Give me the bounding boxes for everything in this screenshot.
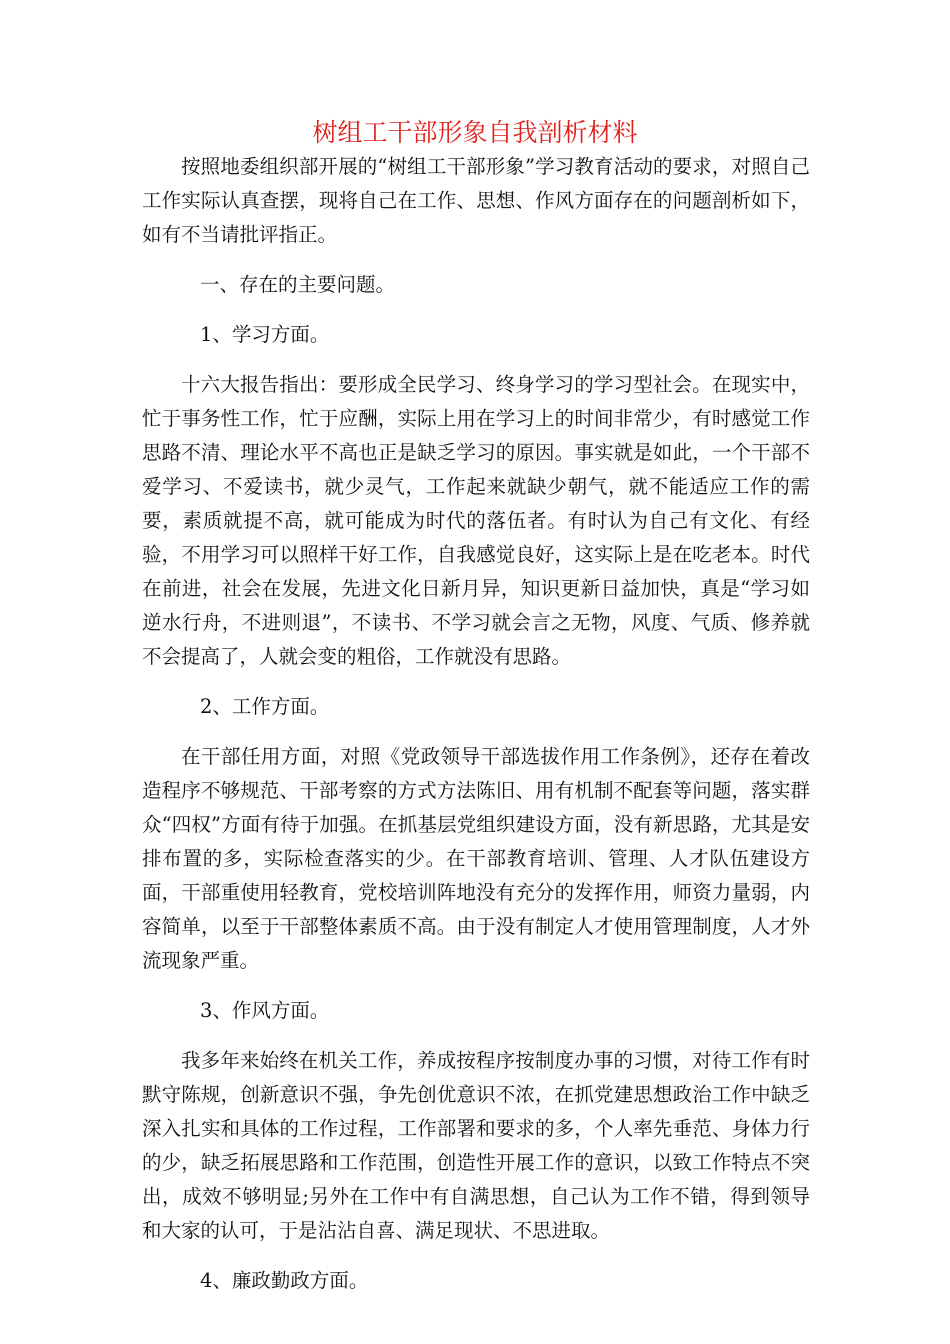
paragraph-work: 在干部任用方面，对照《党政领导干部选拔作用工作条例》，还存在着改造程序不够规范、干部考察的方式方法陈旧、用有机制不配套等问题，落实群众“四权”方面有待于加强。在抓基层党组织建设方面，没有新思路，尤其是安排布置的多，实际检查落实的少。在干部教育培训、管理、人才队伍建设方面，干部重使用轻教育，党校培训阵地没有充分的发挥作用，师资力量弱，内容简单，以至于干部整体素质不高。由于没有制定人才使用管理制度，人才外流现象严重。 (142, 745, 810, 972)
subsection-heading-style: 3、作风方面。 (200, 999, 330, 1022)
paragraph-study: 十六大报告指出：要形成全民学习、终身学习的学习型社会。在现实中，忙于事务性工作，忙于应酬，实际上用在学习上的时间非常少，有时感觉工作思路不清、理论水平不高也正是缺乏学习的原因。事实就是如此，一个干部不爱学习、不爱读书，就少灵气，工作起来就缺少朝气，就不能适应工作的需要，素质就提不高，就可能成为时代的落伍者。有时认为自己有文化、有经验，不用学习可以照样干好工作，自我感觉良好，这实际上是在吃老本。时代在前进，社会在发展，先进文化日新月异，知识更新日益加快，真是“学习如逆水行舟，不进则退”，不读书、不学习就会言之无物，风度、气质、修养就不会提高了，人就会变的粗俗，工作就没有思路。 (142, 373, 810, 668)
document-title: 树组工干部形象自我剖析材料 (312, 118, 638, 147)
subsection-heading-study: 1、学习方面。 (200, 323, 330, 346)
document-body (142, 150, 810, 1298)
section-heading-main-problems: 一、存在的主要问题。 (200, 273, 396, 296)
subsection-heading-work: 2、工作方面。 (200, 695, 330, 718)
paragraph-style: 我多年来始终在机关工作，养成按程序按制度办事的习惯，对待工作有时默守陈规，创新意识不强，争先创优意识不浓，在抓党建思想政治工作中缺乏深入扎实和具体的工作过程，工作部署和要求的多，个人率先垂范、身体力行的少，缺乏拓展思路和工作范围，创造性开展工作的意识，以致工作特点不突出，成效不够明显;另外在工作中有自满思想，自己认为工作不错，得到领导和大家的认可，于是沾沾自喜、满足现状、不思进取。 (142, 1049, 810, 1242)
intro-paragraph: 按照地委组织部开展的“树组工干部形象”学习教育活动的要求，对照自己工作实际认真查摆，现将自己在工作、思想、作风方面存在的问题剖析如下，如有不当请批评指正。 (142, 155, 810, 246)
subsection-heading-integrity: 4、廉政勤政方面。 (200, 1269, 369, 1292)
